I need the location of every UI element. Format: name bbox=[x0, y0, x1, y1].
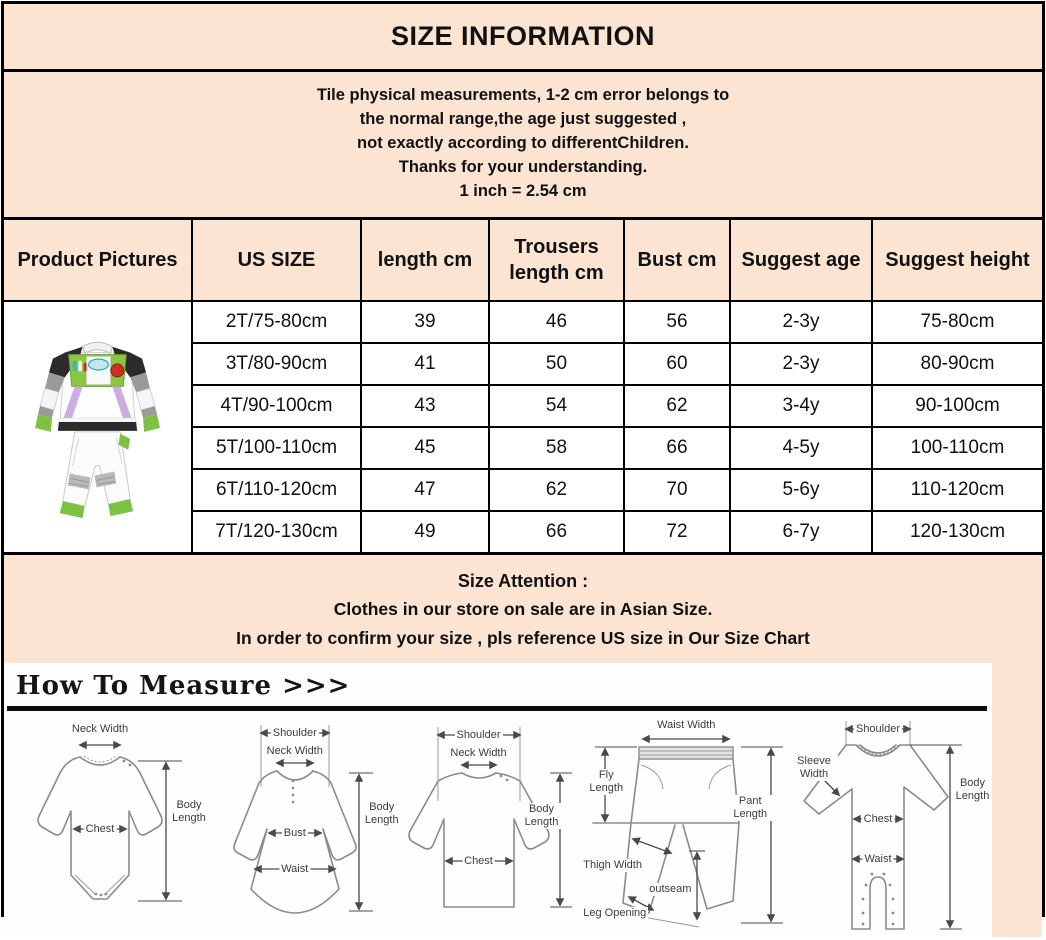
column-header: Suggest age bbox=[730, 220, 872, 301]
size-cell: 49 bbox=[361, 511, 489, 552]
size-cell: 4-5y bbox=[730, 427, 872, 469]
size-cell: 120-130cm bbox=[872, 511, 1042, 552]
size-cell: 72 bbox=[624, 511, 730, 552]
note-line: the normal range,the age just suggested , bbox=[359, 110, 687, 128]
size-cell: 66 bbox=[489, 511, 624, 552]
size-cell: 62 bbox=[624, 385, 730, 427]
size-cell: 5-6y bbox=[730, 469, 872, 511]
size-cell: 46 bbox=[489, 301, 624, 343]
size-cell: 60 bbox=[624, 343, 730, 385]
diagram-tshirt bbox=[398, 717, 581, 935]
measure-label: Body Length bbox=[522, 803, 562, 829]
size-attention bbox=[4, 552, 1042, 663]
size-table bbox=[4, 220, 1042, 552]
measure-label: Neck Width bbox=[266, 745, 323, 757]
measure-label: Body Length bbox=[363, 801, 401, 827]
measure-label: Chest bbox=[863, 813, 893, 825]
size-cell: 6T/110-120cm bbox=[192, 469, 361, 511]
size-cell: 2-3y bbox=[730, 301, 872, 343]
size-cell: 47 bbox=[361, 469, 489, 511]
how-to-measure-title: How To Measure >>> bbox=[16, 671, 351, 701]
size-cell: 3-4y bbox=[730, 385, 872, 427]
size-cell: 4T/90-100cm bbox=[192, 385, 361, 427]
attention-line: In order to confirm your size , pls reference US size in Our Size Chart bbox=[236, 628, 810, 648]
chart-frame bbox=[1, 1, 1045, 917]
measure-label: Shoulder bbox=[855, 723, 901, 735]
measure-label: Sleeve Width bbox=[790, 755, 838, 781]
size-cell: 70 bbox=[624, 469, 730, 511]
size-cell: 56 bbox=[624, 301, 730, 343]
size-cell: 2T/75-80cm bbox=[192, 301, 361, 343]
measure-label: Waist bbox=[864, 853, 892, 865]
measure-label: Bust bbox=[283, 827, 306, 839]
size-cell: 90-100cm bbox=[872, 385, 1042, 427]
size-cell: 58 bbox=[489, 427, 624, 469]
measure-label: Body Length bbox=[953, 777, 992, 803]
size-cell: 3T/80-90cm bbox=[192, 343, 361, 385]
note-line: not exactly according to differentChildren. bbox=[357, 134, 689, 152]
note-line: Tile physical measurements, 1-2 cm error belongs to bbox=[316, 86, 730, 104]
measure-label: Thigh Width bbox=[583, 859, 642, 871]
column-header: Trousers length cm bbox=[489, 220, 624, 301]
measure-label: Shoulder bbox=[272, 727, 317, 739]
column-header: US SIZE bbox=[192, 220, 361, 301]
attention-title: Size Attention : bbox=[457, 571, 589, 591]
diagram-pants bbox=[581, 717, 789, 935]
size-cell: 45 bbox=[361, 427, 489, 469]
note-line: Thanks for your understanding. bbox=[398, 158, 648, 176]
measure-label: Waist bbox=[281, 863, 309, 875]
measure-diagrams bbox=[4, 711, 992, 935]
how-to-measure-section bbox=[4, 663, 1042, 937]
measure-label: Fly Length bbox=[583, 769, 629, 795]
size-cell: 54 bbox=[489, 385, 624, 427]
measurement-note bbox=[4, 72, 1042, 220]
column-header: Suggest height bbox=[872, 220, 1042, 301]
size-cell: 110-120cm bbox=[872, 469, 1042, 511]
measure-label: outseam bbox=[649, 883, 692, 895]
measure-label: Pant Length bbox=[727, 795, 773, 821]
product-image-buzz-pajama bbox=[10, 315, 185, 533]
how-to-measure-panel bbox=[4, 663, 992, 937]
pajama-pants bbox=[60, 432, 133, 518]
measure-label: Chest bbox=[464, 855, 493, 867]
size-cell: 2-3y bbox=[730, 343, 872, 385]
size-cell: 80-90cm bbox=[872, 343, 1042, 385]
size-cell: 66 bbox=[624, 427, 730, 469]
column-header: length cm bbox=[361, 220, 489, 301]
size-cell: 100-110cm bbox=[872, 427, 1042, 469]
size-cell: 75-80cm bbox=[872, 301, 1042, 343]
pajama-shirt bbox=[35, 342, 160, 432]
diagram-dress bbox=[207, 717, 397, 935]
column-header: Bust cm bbox=[624, 220, 730, 301]
size-cell: 62 bbox=[489, 469, 624, 511]
size-cell: 6-7y bbox=[730, 511, 872, 552]
size-cell: 39 bbox=[361, 301, 489, 343]
measure-label: Shoulder bbox=[456, 729, 501, 741]
romper-drawing bbox=[790, 717, 988, 935]
measure-label: Leg Opening bbox=[583, 907, 647, 919]
measure-label: Body Length bbox=[170, 799, 208, 825]
measure-label: Chest bbox=[85, 823, 115, 835]
size-cell: 50 bbox=[489, 343, 624, 385]
diagram-bodysuit bbox=[8, 717, 206, 935]
attention-line: Clothes in our store on sale are in Asian Size. bbox=[333, 599, 713, 619]
measure-label: Neck Width bbox=[450, 747, 507, 759]
note-line: 1 inch = 2.54 cm bbox=[459, 182, 587, 200]
peach-margin-strip bbox=[992, 663, 1042, 937]
table-header-row bbox=[4, 220, 1042, 301]
pants-drawing bbox=[581, 717, 789, 935]
column-header: Product Pictures bbox=[4, 220, 192, 301]
size-cell: 7T/120-130cm bbox=[192, 511, 361, 552]
table-row bbox=[4, 301, 1042, 343]
measure-label: Neck Width bbox=[71, 723, 129, 735]
size-cell: 41 bbox=[361, 343, 489, 385]
page-title: SIZE INFORMATION bbox=[391, 21, 655, 51]
diagram-romper bbox=[790, 717, 988, 935]
product-picture-cell bbox=[4, 301, 192, 552]
measure-label: Waist Width bbox=[657, 719, 716, 731]
size-cell: 43 bbox=[361, 385, 489, 427]
title-section bbox=[4, 4, 1042, 72]
size-cell: 5T/100-110cm bbox=[192, 427, 361, 469]
